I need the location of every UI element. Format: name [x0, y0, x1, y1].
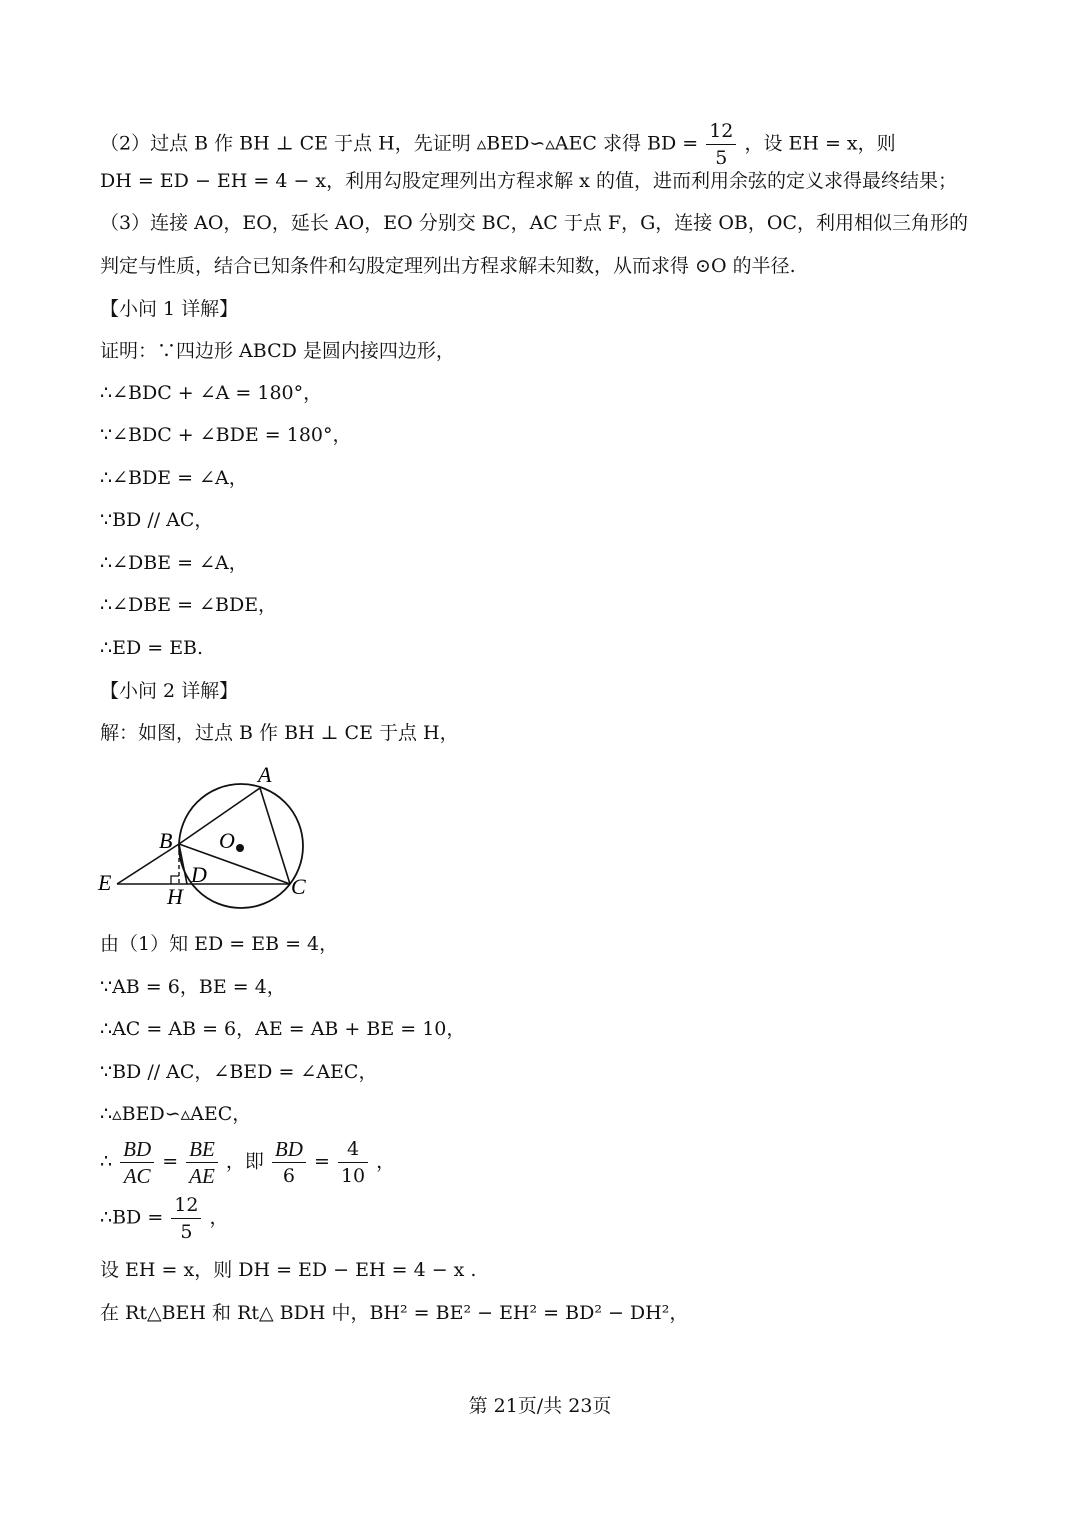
fraction-numerator: 12: [171, 1192, 201, 1219]
proof-line-3: ∵∠BDC + ∠BDE = 180°，: [100, 424, 352, 446]
fraction-numerator: BD: [272, 1136, 306, 1163]
proof-line-2: ∴∠BDC + ∠A = 180°，: [100, 382, 323, 404]
right-angle-mark: [171, 876, 179, 884]
proof-line-8: ∴ED = EB.: [100, 637, 204, 659]
fraction-denominator: 5: [715, 147, 728, 169]
proof-line-1: 证明：∵四边形 ABCD 是圆内接四边形，: [100, 340, 455, 362]
equals-sign: =: [162, 1150, 179, 1173]
fraction-denominator: AC: [123, 1164, 151, 1188]
comma: ，: [376, 1150, 396, 1173]
fraction-12-5: [171, 1192, 201, 1245]
center-dot: [236, 844, 244, 852]
therefore-symbol: ∴: [100, 1150, 113, 1173]
fraction-bd-6: [272, 1136, 306, 1189]
proof-line-7: ∴∠DBE = ∠BDE，: [100, 594, 278, 616]
text-line-4: 判定与性质，结合已知条件和勾股定理列出方程求解未知数，从而求得 ⊙O 的半径.: [100, 255, 796, 277]
fraction-12-5: [706, 118, 736, 171]
fraction-denominator: AE: [189, 1164, 215, 1188]
text-that-is: ，即: [225, 1150, 264, 1173]
fraction-numerator: 12: [706, 118, 736, 145]
label-b: B: [159, 828, 173, 853]
equals-sign: =: [313, 1150, 330, 1173]
solution-line-2: 由（1）知 ED = EB = 4，: [100, 933, 339, 955]
text-p1: （2）过点 B 作 BH ⊥ CE 于点 H，先证明 ▵BED∽▵AEC 求得 BD =: [100, 132, 699, 155]
label-c: C: [291, 874, 306, 899]
text-bd-eq: ∴BD =: [100, 1206, 164, 1229]
label-e: E: [98, 870, 112, 895]
fraction-denominator: 10: [340, 1165, 366, 1187]
label-o: O: [219, 828, 235, 853]
solution-line-6: ∴▵BED∽▵AEC，: [100, 1103, 252, 1125]
fraction-numerator: 4: [338, 1136, 368, 1163]
fraction-numerator: BD: [120, 1136, 154, 1163]
text-p1-tail: ，设 EH = x，则: [744, 132, 896, 155]
fraction-bd-ac: [120, 1136, 154, 1189]
segment-bd: [179, 844, 187, 884]
section-heading-1: 【小问 1 详解】: [100, 298, 239, 320]
solution-line-5: ∵BD // AC，∠BED = ∠AEC，: [100, 1061, 378, 1083]
text-line-2: DH = ED − EH = 4 − x，利用勾股定理列出方程求解 x 的值，进而利用余弦的定义求得最终结果；: [100, 170, 957, 192]
text-line-1: [100, 118, 896, 171]
fraction-numerator: BE: [186, 1136, 218, 1163]
fraction-4-10: [338, 1136, 368, 1189]
proof-line-5: ∵BD // AC，: [100, 509, 214, 531]
comma: ，: [209, 1206, 229, 1229]
section-heading-2: 【小问 2 详解】: [100, 680, 239, 702]
page-footer: 第 21页/共 23页: [468, 1395, 612, 1417]
fraction-denominator: 6: [282, 1165, 295, 1187]
label-d: D: [191, 862, 207, 887]
solution-line-1: 解：如图，过点 B 作 BH ⊥ CE 于点 H，: [100, 722, 459, 744]
label-h: H: [167, 884, 183, 909]
solution-line-9: 设 EH = x，则 DH = ED − EH = 4 − x .: [100, 1259, 477, 1281]
solution-line-4: ∴AC = AB = 6，AE = AB + BE = 10，: [100, 1018, 466, 1040]
label-a: A: [258, 762, 272, 787]
text-line-3: （3）连接 AO，EO，延长 AO，EO 分别交 BC，AC 于点 F，G，连接 OB，OC，利用相似三角形的: [100, 212, 968, 234]
proof-line-6: ∴∠DBE = ∠A，: [100, 552, 248, 574]
geometry-figure: [92, 760, 332, 920]
solution-line-8: [100, 1192, 229, 1245]
fraction-denominator: 5: [180, 1221, 193, 1243]
proof-line-4: ∴∠BDE = ∠A，: [100, 467, 248, 489]
solution-line-10: 在 Rt△BEH 和 Rt△ BDH 中，BH² = BE² − EH² = BD² − DH²，: [100, 1302, 689, 1324]
solution-line-3: ∵AB = 6，BE = 4，: [100, 976, 286, 998]
fraction-be-ae: [186, 1136, 218, 1189]
solution-line-7: [100, 1136, 395, 1189]
